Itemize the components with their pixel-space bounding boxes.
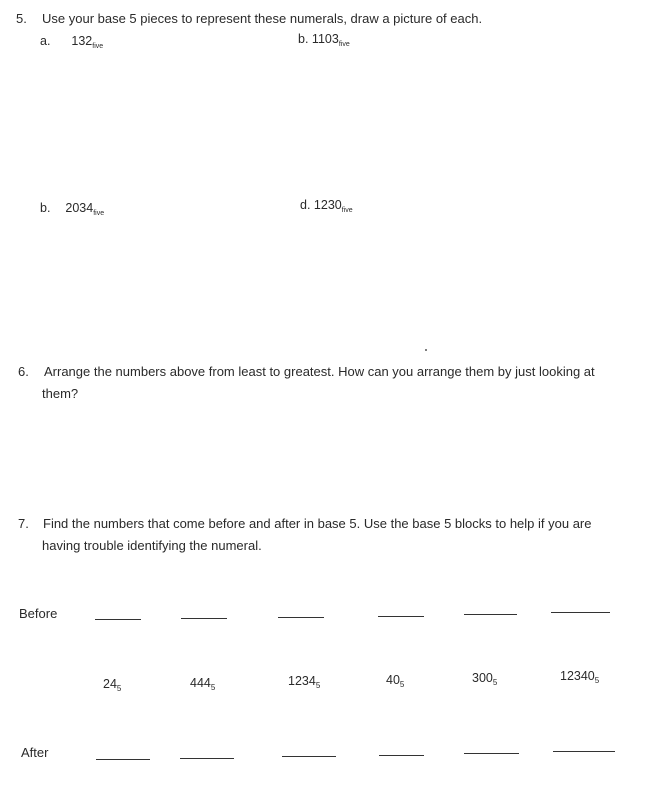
- after-blank-2[interactable]: [180, 758, 234, 759]
- after-blank-5[interactable]: [464, 753, 519, 754]
- numeral-2: [190, 676, 215, 692]
- q5-number: 5.: [16, 11, 27, 26]
- numeral-value: 444: [190, 676, 211, 690]
- numeral-1: [103, 677, 121, 693]
- numeral-base: 5: [399, 680, 405, 689]
- item-value: 2034: [65, 201, 94, 215]
- after-label: After: [21, 745, 49, 760]
- numeral-value: 24: [103, 677, 117, 691]
- item-value: 132: [71, 34, 93, 48]
- numeral-base: 5: [116, 684, 122, 693]
- item-value: 1103: [311, 32, 339, 46]
- item-label: a.: [40, 34, 51, 48]
- before-blank-2[interactable]: [181, 618, 227, 619]
- item-base: five: [92, 43, 104, 50]
- numeral-base: 5: [492, 678, 498, 687]
- q7-prompt-line1: Find the numbers that come before and after in base 5. Use the base 5 blocks to help if you are: [43, 516, 592, 531]
- after-blank-6[interactable]: [553, 751, 615, 752]
- q5-item-b: [298, 32, 350, 48]
- item-label: b.: [40, 201, 51, 215]
- scan-speck: [425, 349, 427, 351]
- numeral-6: [560, 669, 599, 685]
- q6-prompt-line1: Arrange the numbers above from least to greatest. How can you arrange them by just looking at: [44, 364, 595, 379]
- after-blank-3[interactable]: [282, 756, 336, 757]
- numeral-value: 40: [386, 673, 400, 687]
- item-value: 1230: [313, 198, 342, 212]
- after-blank-4[interactable]: [379, 755, 424, 756]
- before-blank-1[interactable]: [95, 619, 141, 620]
- before-blank-6[interactable]: [551, 612, 610, 613]
- before-blank-3[interactable]: [278, 617, 324, 618]
- q5-item-d: [300, 198, 353, 214]
- numeral-value: 300: [472, 671, 493, 685]
- after-blank-1[interactable]: [96, 759, 150, 760]
- numeral-value: 1234: [288, 674, 316, 688]
- q6-prompt-line2: them?: [42, 386, 79, 401]
- item-base: five: [341, 207, 353, 214]
- item-label: d.: [300, 198, 311, 212]
- item-base: five: [338, 41, 350, 48]
- before-blank-5[interactable]: [464, 614, 517, 615]
- q7-number: 7.: [18, 516, 29, 531]
- q5-prompt: Use your base 5 pieces to represent these numerals, draw a picture of each.: [42, 11, 483, 26]
- numeral-base: 5: [315, 681, 321, 690]
- q5-item-c: [40, 201, 104, 217]
- numeral-5: [472, 671, 497, 687]
- q5-item-a: [40, 34, 103, 50]
- before-label: Before: [19, 606, 58, 621]
- numeral-base: 5: [594, 676, 600, 685]
- numeral-3: [288, 674, 320, 690]
- q7-prompt-line2: having trouble identifying the numeral.: [42, 538, 262, 553]
- numeral-base: 5: [210, 683, 216, 692]
- numeral-value: 12340: [560, 669, 595, 683]
- q6-number: 6.: [18, 364, 29, 379]
- item-label: b.: [298, 32, 309, 46]
- numeral-4: [386, 673, 404, 689]
- item-base: five: [93, 210, 105, 217]
- before-blank-4[interactable]: [378, 616, 424, 617]
